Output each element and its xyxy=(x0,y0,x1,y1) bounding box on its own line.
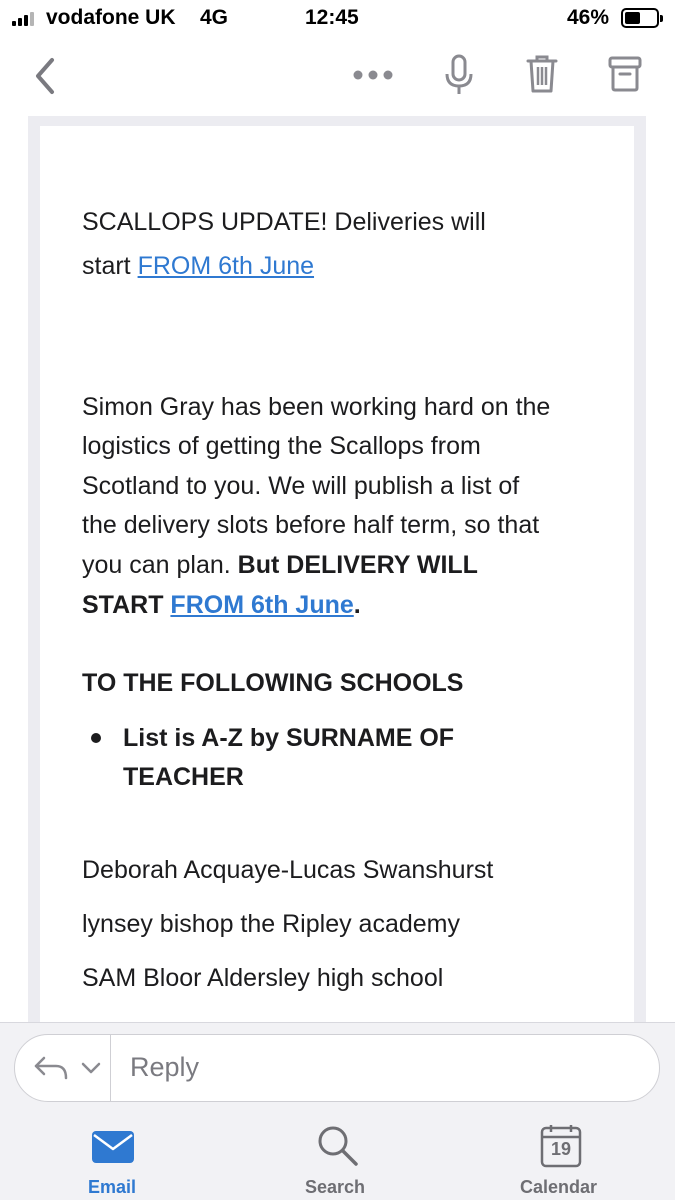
battery-percentage: 46% xyxy=(567,6,610,29)
paragraph-line-5-bold: But DELIVERY WILL xyxy=(237,551,478,579)
archive-icon[interactable] xyxy=(608,56,642,92)
paragraph-line-5-regular: you can plan. xyxy=(82,551,238,579)
headline-line-1: SCALLOPS UPDATE! Deliveries will xyxy=(82,208,486,236)
trash-icon[interactable] xyxy=(526,54,558,94)
clock: 12:45 xyxy=(305,6,359,29)
paragraph-line-5 xyxy=(82,545,478,585)
school-entry: Deborah Acquaye-Lucas Swanshurst xyxy=(82,856,494,884)
more-dots-icon[interactable] xyxy=(352,68,394,82)
schools-heading: TO THE FOLLOWING SCHOOLS xyxy=(82,669,464,697)
reply-label[interactable]: Reply xyxy=(130,1052,200,1082)
carrier-name: vodafone UK xyxy=(46,6,176,29)
school-entry: lynsey bishop the Ripley academy xyxy=(82,910,460,938)
paragraph-line-1: Simon Gray has been working hard on the xyxy=(82,393,551,421)
battery-icon xyxy=(621,8,659,28)
tab-email[interactable]: Email xyxy=(88,1177,137,1197)
message-toolbar xyxy=(0,38,675,114)
paragraph-line-3: Scotland to you. We will publish a list of xyxy=(82,472,520,500)
chevron-left-icon[interactable] xyxy=(30,56,60,96)
reply-arrow-icon[interactable] xyxy=(32,1054,72,1082)
tab-search[interactable]: Search xyxy=(305,1177,366,1197)
envelope-icon[interactable] xyxy=(91,1130,135,1164)
paragraph-line-6-bold: START xyxy=(82,591,171,619)
paragraph-line-2: logistics of getting the Scallops from xyxy=(82,432,481,460)
status-bar xyxy=(0,0,675,38)
school-entry: SAM Bloor Aldersley high school xyxy=(82,964,444,992)
reply-divider xyxy=(110,1034,111,1102)
microphone-icon[interactable] xyxy=(444,54,474,96)
paragraph-line-4: the delivery slots before half term, so that xyxy=(82,511,540,539)
headline-prefix: start xyxy=(82,252,138,280)
bullet-line-1: List is A-Z by SURNAME OF xyxy=(123,724,455,752)
bullet-icon xyxy=(91,733,101,743)
search-icon[interactable] xyxy=(316,1124,360,1168)
chevron-down-icon[interactable] xyxy=(80,1061,102,1075)
paragraph-line-6 xyxy=(82,585,361,625)
network-type: 4G xyxy=(200,6,229,29)
signal-strength-icon xyxy=(12,12,40,26)
paragraph-line-6-end: . xyxy=(353,591,361,619)
delivery-date-link[interactable]: FROM 6th June xyxy=(170,591,354,619)
tab-calendar[interactable]: Calendar xyxy=(520,1177,598,1197)
bullet-line-2: TEACHER xyxy=(123,763,244,791)
calendar-day: 19 xyxy=(550,1139,572,1159)
headline-line-2 xyxy=(82,246,314,286)
date-link[interactable]: FROM 6th June xyxy=(137,252,315,280)
